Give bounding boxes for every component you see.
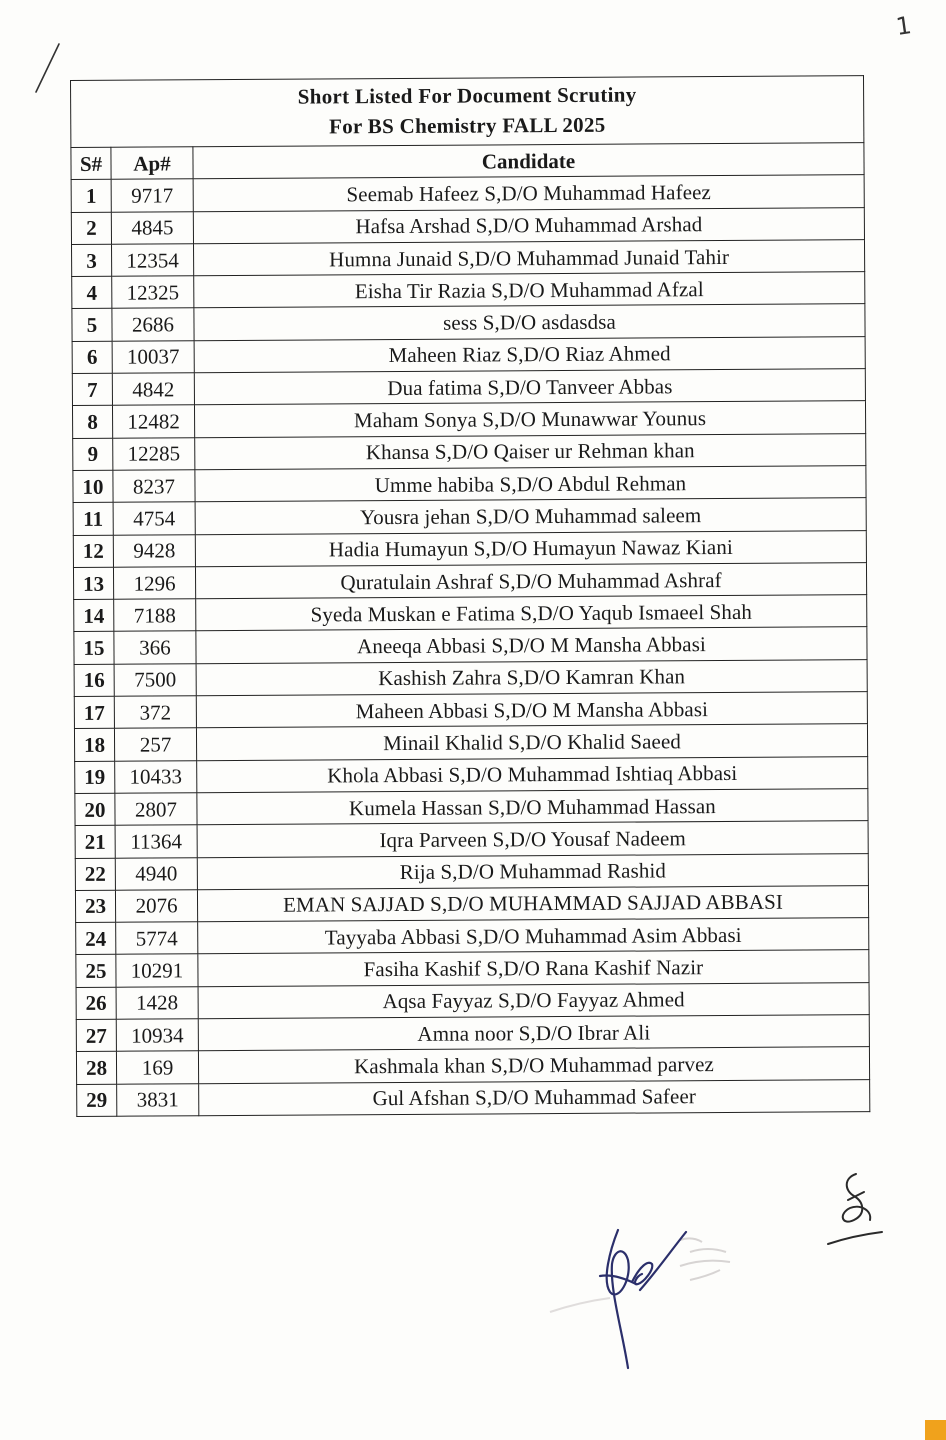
application-number-cell: 10037: [112, 341, 194, 374]
table-row: [75, 789, 868, 826]
candidate-name-cell: Hafsa Arshad S,D/O Muhammad Arshad: [193, 207, 864, 243]
table-row: [73, 466, 866, 503]
candidate-name-cell: Iqra Parveen S,D/O Yousaf Nadeem: [197, 821, 868, 857]
candidate-name-cell: Kashish Zahra S,D/O Kamran Khan: [196, 659, 867, 695]
header-serial: S#: [71, 147, 111, 180]
application-number-cell: 10433: [115, 760, 197, 793]
candidate-name-cell: Yousra jehan S,D/O Muhammad saleem: [195, 498, 866, 534]
candidate-name-cell: Khansa S,D/O Qaiser ur Rehman khan: [195, 433, 866, 469]
serial-number-cell: 14: [74, 599, 114, 632]
table-row: [74, 595, 867, 632]
application-number-cell: 5774: [116, 922, 198, 955]
candidate-name-cell: Aneeqa Abbasi S,D/O M Mansha Abbasi: [196, 627, 867, 663]
application-number-cell: 2807: [115, 793, 197, 826]
page-number: 1: [894, 11, 914, 41]
candidate-name-cell: Hadia Humayun S,D/O Humayun Nawaz Kiani: [195, 530, 866, 566]
application-number-cell: 12482: [112, 405, 194, 438]
application-number-cell: 372: [114, 696, 196, 729]
candidate-name-cell: Aqsa Fayyaz S,D/O Fayyaz Ahmed: [198, 982, 869, 1018]
application-number-cell: 2076: [115, 890, 197, 923]
application-number-cell: 10934: [116, 1019, 198, 1052]
serial-number-cell: 21: [75, 825, 115, 858]
shortlist-sheet: [70, 75, 870, 1117]
serial-number-cell: 20: [75, 793, 115, 826]
signature-and-stamp: [540, 1220, 760, 1370]
serial-number-cell: 17: [74, 696, 114, 729]
table-row: [72, 369, 865, 406]
application-number-cell: 11364: [115, 825, 197, 858]
serial-number-cell: 4: [72, 276, 112, 309]
serial-number-cell: 28: [76, 1052, 116, 1085]
serial-number-cell: 6: [72, 341, 112, 374]
table-row: [76, 982, 869, 1019]
application-number-cell: 12325: [112, 276, 194, 309]
table-row: [75, 756, 868, 793]
table-row: [73, 433, 866, 470]
table-header-row: [71, 143, 864, 180]
application-number-cell: 4842: [112, 373, 194, 406]
candidate-name-cell: Fasiha Kashif S,D/O Rana Kashif Nazir: [198, 950, 869, 986]
table-row: [74, 724, 867, 761]
application-number-cell: 2686: [112, 308, 194, 341]
application-number-cell: 1296: [113, 567, 195, 600]
program-title: For BS Chemistry FALL 2025: [328, 112, 606, 139]
candidate-name-cell: Maheen Abbasi S,D/O M Mansha Abbasi: [196, 692, 867, 728]
application-number-cell: 9717: [111, 179, 193, 212]
serial-number-cell: 9: [73, 438, 113, 471]
header-application-number: Ap#: [111, 147, 193, 180]
candidate-name-cell: Quratulain Ashraf S,D/O Muhammad Ashraf: [195, 563, 866, 599]
table-row: [71, 175, 864, 212]
initial-mark: [820, 1170, 890, 1250]
table-row: [72, 336, 865, 373]
title-block: [70, 75, 864, 147]
serial-number-cell: 3: [72, 244, 112, 277]
table-row: [73, 530, 866, 567]
table-row: [72, 240, 865, 277]
serial-number-cell: 23: [75, 890, 115, 923]
table-row: [76, 1015, 869, 1052]
table-row: [72, 401, 865, 438]
application-number-cell: 12285: [113, 437, 195, 470]
candidate-name-cell: Kashmala khan S,D/O Muhammad parvez: [198, 1047, 869, 1083]
application-number-cell: 9428: [113, 534, 195, 567]
candidate-name-cell: Rija S,D/O Muhammad Rashid: [197, 853, 868, 889]
candidate-name-cell: Amna noor S,D/O Ibrar Ali: [198, 1015, 869, 1051]
serial-number-cell: 10: [73, 470, 113, 503]
document-title: Short Listed For Document Scrutiny: [297, 82, 637, 109]
serial-number-cell: 22: [75, 858, 115, 891]
application-number-cell: 257: [114, 728, 196, 761]
table-row: [71, 207, 864, 244]
application-number-cell: 10291: [116, 954, 198, 987]
candidate-name-cell: Maheen Riaz S,D/O Riaz Ahmed: [194, 336, 865, 372]
candidate-name-cell: Khola Abbasi S,D/O Muhammad Ishtiaq Abbasi: [197, 756, 868, 792]
table-row: [72, 272, 865, 309]
candidate-name-cell: Syeda Muskan e Fatima S,D/O Yaqub Ismaeel Shah: [196, 595, 867, 631]
table-row: [75, 853, 868, 890]
candidates-table: [70, 142, 870, 1117]
candidate-name-cell: Minail Khalid S,D/O Khalid Saeed: [196, 724, 867, 760]
application-number-cell: 8237: [113, 470, 195, 503]
serial-number-cell: 25: [76, 955, 116, 988]
serial-number-cell: 7: [72, 373, 112, 406]
table-row: [77, 1079, 870, 1116]
table-row: [74, 659, 867, 696]
table-row: [76, 918, 869, 955]
serial-number-cell: 27: [76, 1019, 116, 1052]
candidate-name-cell: Eisha Tir Razia S,D/O Muhammad Afzal: [194, 272, 865, 308]
serial-number-cell: 19: [75, 761, 115, 794]
table-row: [75, 821, 868, 858]
serial-number-cell: 13: [73, 567, 113, 600]
serial-number-cell: 1: [71, 180, 111, 213]
serial-number-cell: 12: [73, 535, 113, 568]
serial-number-cell: 5: [72, 309, 112, 342]
candidate-name-cell: Maham Sonya S,D/O Munawwar Younus: [194, 401, 865, 437]
pen-stroke-mark: [32, 42, 62, 94]
application-number-cell: 366: [114, 631, 196, 664]
header-candidate: Candidate: [193, 143, 864, 179]
candidate-name-cell: EMAN SAJJAD S,D/O MUHAMMAD SAJJAD ABBASI: [197, 885, 868, 921]
candidate-name-cell: Kumela Hassan S,D/O Muhammad Hassan: [197, 789, 868, 825]
serial-number-cell: 26: [76, 987, 116, 1020]
serial-number-cell: 18: [74, 729, 114, 762]
candidate-name-cell: Tayyaba Abbasi S,D/O Muhammad Asim Abbasi: [198, 918, 869, 954]
application-number-cell: 4940: [115, 857, 197, 890]
candidate-name-cell: Dua fatima S,D/O Tanveer Abbas: [194, 369, 865, 405]
candidate-name-cell: Seemab Hafeez S,D/O Muhammad Hafeez: [193, 175, 864, 211]
application-number-cell: 7500: [114, 663, 196, 696]
signature: [600, 1230, 686, 1368]
serial-number-cell: 15: [74, 632, 114, 665]
application-number-cell: 7188: [114, 599, 196, 632]
candidate-name-cell: Umme habiba S,D/O Abdul Rehman: [195, 466, 866, 502]
table-row: [76, 950, 869, 987]
corner-sticky-tab: [925, 1420, 946, 1440]
candidate-name-cell: Humna Junaid S,D/O Muhammad Junaid Tahir: [194, 240, 865, 276]
application-number-cell: 169: [116, 1051, 198, 1084]
application-number-cell: 4754: [113, 502, 195, 535]
candidate-name-cell: sess S,D/O asdasdsa: [194, 304, 865, 340]
candidate-name-cell: Gul Afshan S,D/O Muhammad Safeer: [199, 1079, 870, 1115]
serial-number-cell: 2: [71, 212, 111, 245]
table-row: [76, 1047, 869, 1084]
application-number-cell: 3831: [117, 1083, 199, 1116]
table-row: [73, 498, 866, 535]
table-body: [71, 175, 870, 1116]
serial-number-cell: 16: [74, 664, 114, 697]
table-row: [74, 692, 867, 729]
application-number-cell: 12354: [112, 244, 194, 277]
application-number-cell: 4845: [111, 211, 193, 244]
application-number-cell: 1428: [116, 986, 198, 1019]
serial-number-cell: 24: [76, 922, 116, 955]
serial-number-cell: 8: [72, 406, 112, 439]
table-row: [74, 627, 867, 664]
serial-number-cell: 11: [73, 503, 113, 536]
table-row: [72, 304, 865, 341]
serial-number-cell: 29: [77, 1084, 117, 1117]
table-row: [75, 885, 868, 922]
table-row: [73, 563, 866, 600]
